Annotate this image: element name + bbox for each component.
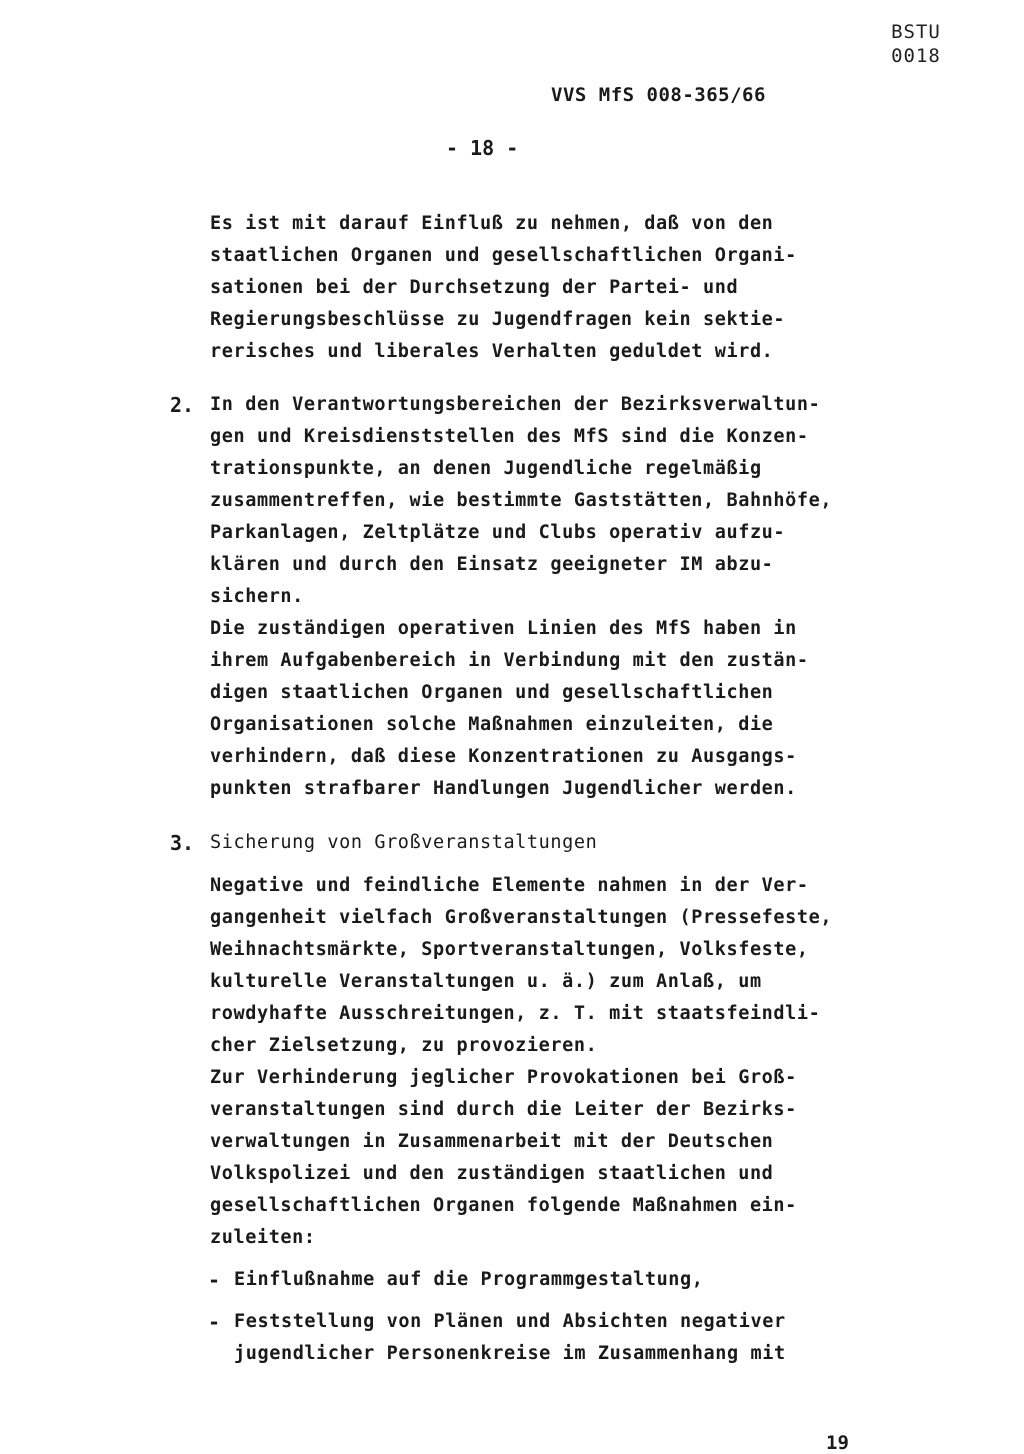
- item2-line-8: Die zuständigen operativen Linien des MfS haben in: [210, 618, 797, 639]
- item2-line-11: Organisationen solche Maßnahmen einzuleiten, die: [210, 714, 774, 735]
- item3-heading: Sicherung von Großveranstaltungen: [210, 832, 598, 853]
- item-3-marker: 3.: [170, 831, 195, 855]
- item2-line-13: punkten strafbarer Handlungen Jugendlicher werden.: [210, 778, 797, 799]
- item3-line-7: Zur Verhinderung jeglicher Provokationen bei Groß-: [210, 1067, 797, 1088]
- item3-line-4: kulturelle Veranstaltungen u. ä.) zum Anlaß, um: [210, 971, 762, 992]
- stamp-line-1: BSTU: [891, 21, 941, 43]
- document-reference: VVS MfS 008-365/66: [551, 84, 766, 106]
- item3-line-8: veranstaltungen sind durch die Leiter der Bezirks-: [210, 1099, 797, 1120]
- item2-line-9: ihrem Aufgabenbereich in Verbindung mit den zustän-: [210, 650, 809, 671]
- item3-line-11: gesellschaftlichen Organen folgende Maßnahmen ein-: [210, 1195, 797, 1216]
- next-page-number: 19: [826, 1432, 849, 1454]
- item3-line-1: Negative und feindliche Elemente nahmen in der Ver-: [210, 875, 809, 896]
- item3-line-5: rowdyhafte Ausschreitungen, z. T. mit staatsfeindli-: [210, 1003, 821, 1024]
- bullet-1-text: Einflußnahme auf die Programmgestaltung,: [234, 1269, 704, 1290]
- item2-line-10: digen staatlichen Organen und gesellschaftlichen: [210, 682, 774, 703]
- item2-line-3: trationspunkte, an denen Jugendliche regelmäßig: [210, 458, 762, 479]
- item2-line-6: klären und durch den Einsatz geeigneter IM abzu-: [210, 554, 774, 575]
- item2-line-7: sichern.: [210, 586, 304, 607]
- p1-line-1: Es ist mit darauf Einfluß zu nehmen, daß von den: [210, 213, 774, 234]
- item2-line-1: In den Verantwortungsbereichen der Bezirksverwaltun-: [210, 394, 821, 415]
- p1-line-2: staatlichen Organen und gesellschaftlichen Organi-: [210, 245, 797, 266]
- item-2-marker: 2.: [170, 393, 195, 417]
- item2-line-5: Parkanlagen, Zeltplätze und Clubs operativ aufzu-: [210, 522, 786, 543]
- item2-line-2: gen und Kreisdienststellen des MfS sind die Konzen-: [210, 426, 809, 447]
- item3-line-2: gangenheit vielfach Großveranstaltungen (Pressefeste,: [210, 907, 833, 928]
- item3-line-9: verwaltungen in Zusammenarbeit mit der Deutschen: [210, 1131, 774, 1152]
- item3-line-12: zuleiten:: [210, 1227, 316, 1248]
- item3-line-3: Weihnachtsmärkte, Sportveranstaltungen, Volksfeste,: [210, 939, 809, 960]
- bullet-2-text: Feststellung von Plänen und Absichten negativer: [234, 1311, 786, 1332]
- item2-line-4: zusammentreffen, wie bestimmte Gaststätten, Bahnhöfe,: [210, 490, 833, 511]
- p1-line-3: sationen bei der Durchsetzung der Partei- und: [210, 277, 739, 298]
- stamp-line-2: 0018: [891, 45, 941, 67]
- item3-line-10: Volkspolizei und den zuständigen staatlichen und: [210, 1163, 774, 1184]
- bullet-2-continuation: jugendlicher Personenkreise im Zusammenhang mit: [234, 1343, 786, 1364]
- bullet-1-marker: -: [208, 1268, 221, 1292]
- page-number: - 18 -: [446, 136, 519, 160]
- item2-line-12: verhindern, daß diese Konzentrationen zu Ausgangs-: [210, 746, 797, 767]
- p1-line-4: Regierungsbeschlüsse zu Jugendfragen kein sektie-: [210, 309, 786, 330]
- p1-line-5: rerisches und liberales Verhalten geduldet wird.: [210, 341, 774, 362]
- archive-stamp: [866, 20, 966, 68]
- bullet-2-marker: -: [208, 1310, 221, 1334]
- item3-line-6: cher Zielsetzung, zu provozieren.: [210, 1035, 598, 1056]
